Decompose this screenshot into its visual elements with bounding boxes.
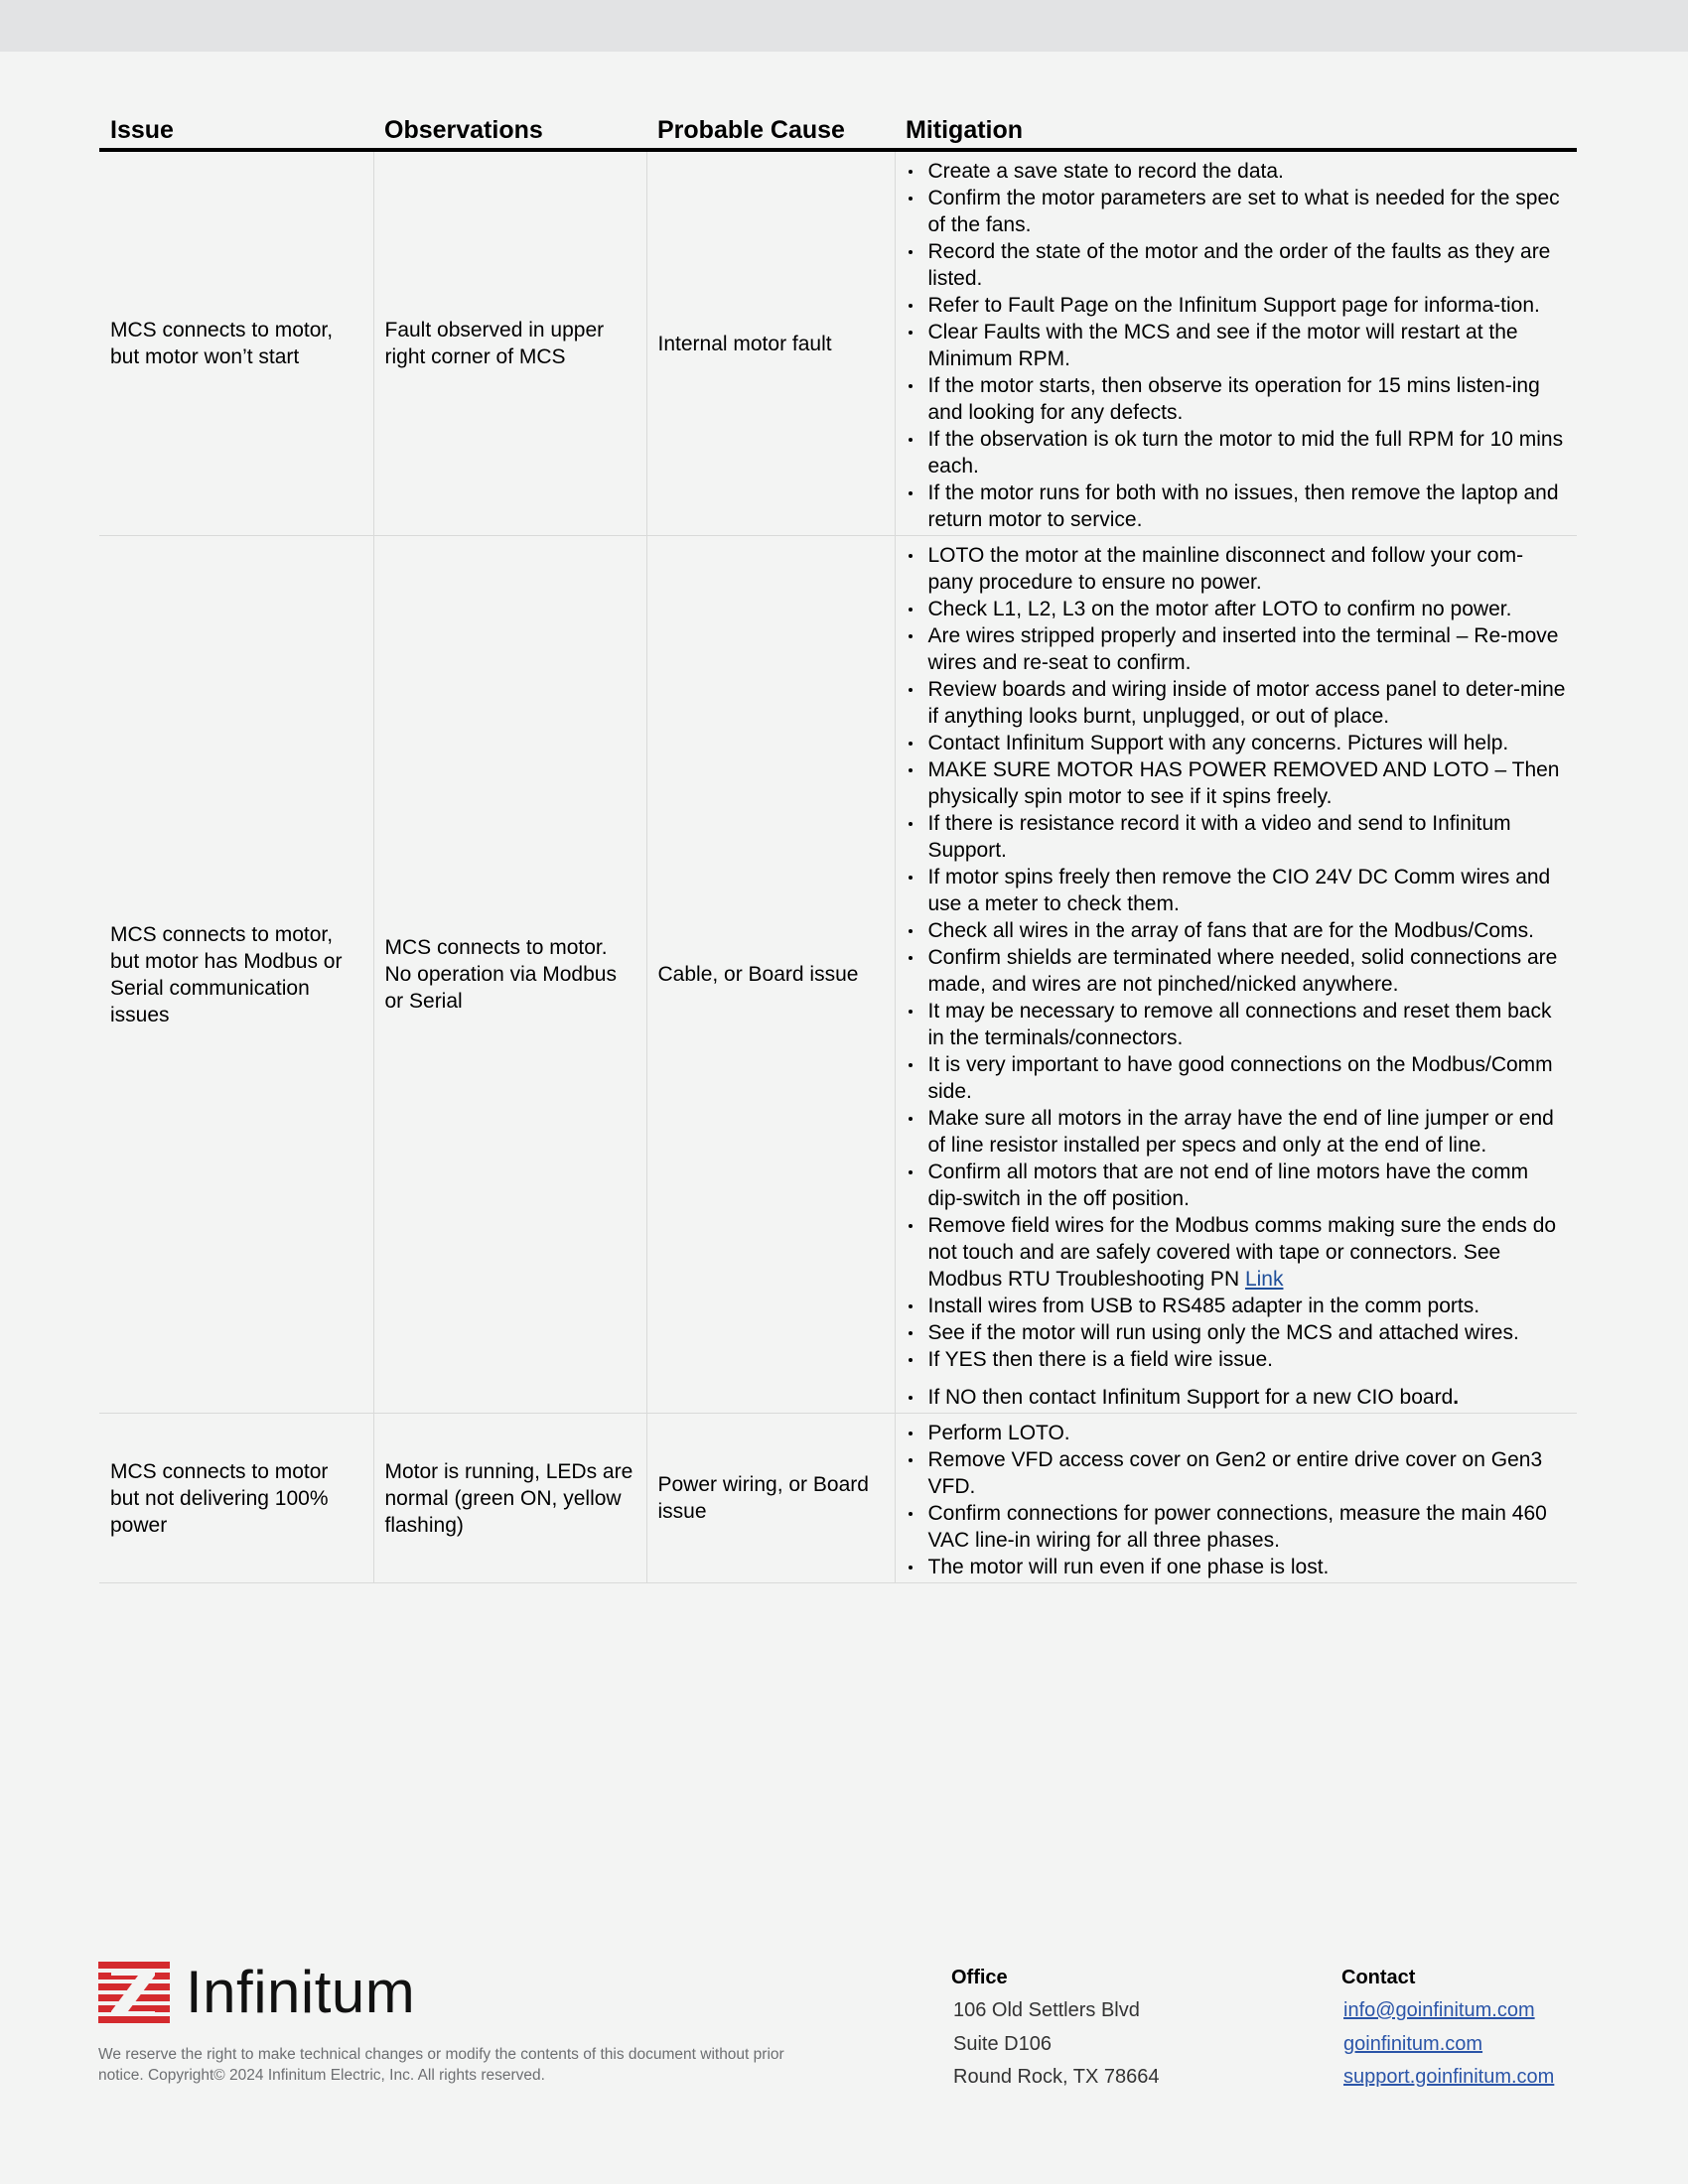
mitigation-item: Check all wires in the array of fans that are for the Modbus/Coms. [907,917,1567,944]
mitigation-item: Record the state of the motor and the order of the faults as they are listed. [907,238,1567,292]
mitigation-item: Review boards and wiring inside of motor access panel to deter-mine if anything looks burnt, unplugged, or out of place. [907,676,1567,730]
copyright-disclaimer: We reserve the right to make technical changes or modify the contents of this document without prior notice. Copyright© 2024 Infinitum Electric, Inc. All rights reserved. [98,2046,784,2084]
mitigation-item: Refer to Fault Page on the Infinitum Support page for informa-tion. [907,292,1567,319]
mitigation-list [907,1420,1567,1580]
mitigation-item: Confirm connections for power connections, measure the main 460 VAC line-in wiring for all three phases. [907,1500,1567,1554]
mitigation-item: Remove VFD access cover on Gen2 or entire drive cover on Gen3 VFD. [907,1446,1567,1500]
mitigation-item: Confirm shields are terminated where needed, solid connections are made, and wires are not pinched/nicked anywhere. [907,944,1567,998]
mitigation-item: Make sure all motors in the array have the end of line jumper or end of line resistor installed per specs and only at the end of line. [907,1105,1567,1159]
contact-heading: Contact [1341,1967,1416,1988]
top-bar [0,0,1688,52]
issue-cell: MCS connects to motor, but motor has Modbus or Serial communication issues [99,536,373,1414]
mitigation-item: Clear Faults with the MCS and see if the motor will restart at the Minimum RPM. [907,319,1567,372]
brand-name: Infinitum [186,1959,416,2025]
mitigation-item: Perform LOTO. [907,1420,1567,1446]
mitigation-item: If there is resistance record it with a video and send to Infinitum Support. [907,810,1567,864]
mitigation-item: If the motor starts, then observe its operation for 15 mins listen-ing and looking for any defects. [907,372,1567,426]
mitigation-item: The motor will run even if one phase is lost. [907,1554,1567,1580]
cause-cell: Power wiring, or Board issue [646,1414,895,1583]
observations-cell: Motor is running, LEDs are normal (green ON, yellow flashing) [373,1414,646,1583]
table-row [99,536,1577,1414]
mitigation-item [907,1212,1567,1293]
mitigation-item: It is very important to have good connections on the Modbus/Comm side. [907,1051,1567,1105]
header-probable-cause: Probable Cause [646,109,895,150]
mitigation-item: Confirm the motor parameters are set to what is needed for the spec of the fans. [907,185,1567,238]
mitigation-item: If YES then there is a field wire issue. [907,1346,1567,1373]
mitigation-cell [895,1414,1577,1583]
troubleshooting-table [99,109,1577,1583]
mitigation-list [907,542,1567,1411]
mitigation-item: If the motor runs for both with no issues, then remove the laptop and return motor to service. [907,479,1567,533]
website-link[interactable]: goinfinitum.com [1343,2032,1483,2055]
mitigation-item: Check L1, L2, L3 on the motor after LOTO to confirm no power. [907,596,1567,622]
cause-cell: Internal motor fault [646,150,895,536]
mitigation-item: Install wires from USB to RS485 adapter in the comm ports. [907,1293,1567,1319]
mitigation-item: Contact Infinitum Support with any concerns. Pictures will help. [907,730,1567,756]
mitigation-item: Are wires stripped properly and inserted into the terminal – Re-move wires and re-seat to confirm. [907,622,1567,676]
table-header-row [99,109,1577,150]
issue-cell: MCS connects to motor but not delivering 100% power [99,1414,373,1583]
mitigation-list [907,158,1567,533]
office-address-line: 106 Old Settlers Blvd [953,1999,1140,2021]
cause-cell: Cable, or Board issue [646,536,895,1414]
office-block [951,1964,1160,2095]
office-heading: Office [951,1967,1008,1988]
mitigation-item: Confirm all motors that are not end of line motors have the comm dip-switch in the off position. [907,1159,1567,1212]
mitigation-item-text: Remove field wires for the Modbus comms making sure the ends do not touch and are safely covered with tape or connectors. See Modbus RTU Troubleshooting PN [927,1214,1557,1291]
mitigation-item: If motor spins freely then remove the CIO 24V DC Comm wires and use a meter to check them. [907,864,1567,917]
contact-block [1341,1964,1554,2095]
header-issue: Issue [99,109,373,150]
observations-cell: Fault observed in upper right corner of MCS [373,150,646,536]
support-site-link[interactable]: support.goinfinitum.com [1343,2066,1555,2088]
header-observations: Observations [373,109,646,150]
email-link[interactable]: info@goinfinitum.com [1343,1999,1535,2021]
mitigation-item [907,1384,1567,1411]
mitigation-cell [895,536,1577,1414]
header-mitigation: Mitigation [895,109,1577,150]
office-address-line: Round Rock, TX 78664 [953,2066,1160,2088]
mitigation-item: MAKE SURE MOTOR HAS POWER REMOVED AND LOTO – Then physically spin motor to see if it spins freely. [907,756,1567,810]
issue-cell: MCS connects to motor, but motor won’t start [99,150,373,536]
table-row [99,1414,1577,1583]
office-address-line: Suite D106 [953,2032,1052,2055]
modbus-rtu-link[interactable]: Link [1244,1268,1284,1291]
table-row [99,150,1577,536]
mitigation-item-period: . [1453,1386,1460,1409]
mitigation-item: It may be necessary to remove all connections and reset them back in the terminals/connectors. [907,998,1567,1051]
mitigation-item: If the observation is ok turn the motor to mid the full RPM for 10 mins each. [907,426,1567,479]
infinitum-logo [98,1959,456,2031]
mitigation-item: See if the motor will run using only the MCS and attached wires. [907,1319,1567,1346]
mitigation-cell [895,150,1577,536]
observations-cell: MCS connects to motor. No operation via Modbus or Serial [373,536,646,1414]
mitigation-item-text: If NO then contact Infinitum Support for a new CIO board [927,1386,1454,1409]
mitigation-item: LOTO the motor at the mainline disconnect and follow your com-pany procedure to ensure no power. [907,542,1567,596]
infinitum-logo-mark-icon [98,1962,170,2027]
mitigation-item: Create a save state to record the data. [907,158,1567,185]
